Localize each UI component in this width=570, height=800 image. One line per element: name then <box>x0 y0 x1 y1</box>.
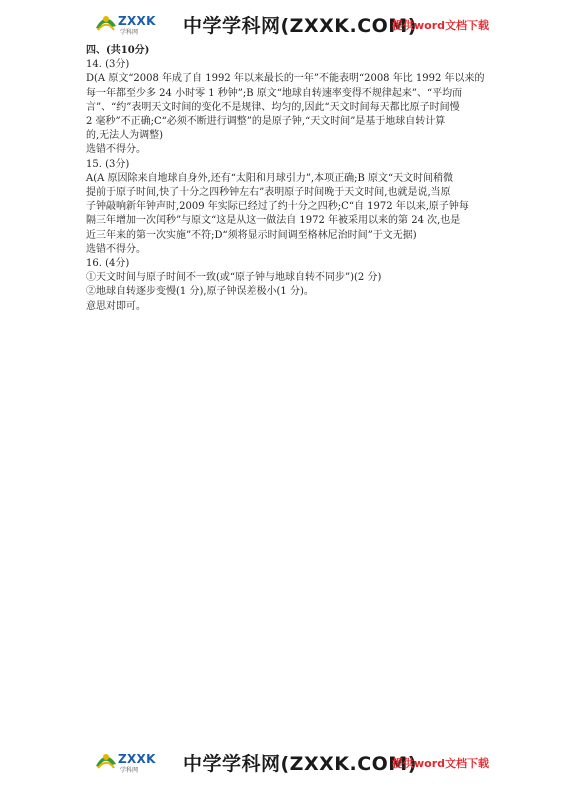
answer-line: ②地球自转逐步变慢(1 分),原子钟误差极小(1 分)。 <box>86 286 314 298</box>
logo-subtext: 学科网 <box>120 767 139 774</box>
question-number: 16. (4分) <box>86 258 130 270</box>
scoring-note: 选错不得分。 <box>86 243 146 255</box>
section-heading: 四、(共10分) <box>86 45 150 56</box>
answer-line: 提前于原子时间,快了十分之四秒钟左右”表明原子时间晚于天文时间,也就是说,当原 <box>86 187 451 199</box>
answer-line: 的,无法人为调整) <box>86 130 164 142</box>
answer-line: 每一年都至少多 24 小时零 1 秒钟”;B 原文“地球自转速率变得不规律起来”、“平均而 <box>86 87 463 99</box>
answer-line: 言”、“约”表明天文时间的变化不是规律、均匀的,因此“天文时间每天都比原子时间慢 <box>86 101 460 113</box>
download-link[interactable]: 提供word文档下载 <box>392 757 490 770</box>
logo-subtext: 学科网 <box>120 29 139 36</box>
question-number: 14. (3分) <box>86 59 130 71</box>
footer-banner <box>0 744 570 778</box>
header-banner <box>0 6 570 40</box>
logo-text: ZXXK <box>118 752 156 766</box>
answer-line: 子钟敲响新年钟声时,2009 年实际已经过了约十分之四秒;C“自 1972 年以来,原子钟每 <box>86 201 469 213</box>
scoring-note: 选错不得分。 <box>86 144 146 156</box>
answer-document <box>86 44 506 314</box>
scoring-note: 意思对即可。 <box>86 300 146 312</box>
answer-line: 近三年来的第一次实施”不符;D“须将显示时间调至格林尼治时间”于文无据) <box>86 229 417 241</box>
answer-line: A(A 原因除来自地球自身外,还有“太阳和月球引力”,本项正确;B 原文“天文时间稍微 <box>86 172 454 184</box>
answer-line: ①天文时间与原子时间不一致(或“原子钟与地球自转不同步”)(2 分) <box>86 272 382 284</box>
answer-line: 2 毫秒”不正确;C“必须不断进行调整”的是原子钟,“天文时间”是基于地球自转计算 <box>86 116 446 128</box>
download-link[interactable]: 提供word文档下载 <box>392 19 490 32</box>
logo-text: ZXXK <box>118 14 156 28</box>
site-name[interactable]: 中学学科网(ZXXK.COM) <box>183 753 417 775</box>
answer-line: 隔三年增加一次闰秒”与原文“这是从这一做法自 1972 年被采用以来的第 24 次,也是 <box>86 215 461 227</box>
answer-line: D(A 原文“2008 年成了自 1992 年以来最长的一年”不能表明“2008 年比 1992 年以来的 <box>86 73 485 85</box>
question-number: 15. (3分) <box>86 158 130 170</box>
site-name[interactable]: 中学学科网(ZXXK.COM) <box>183 15 417 37</box>
